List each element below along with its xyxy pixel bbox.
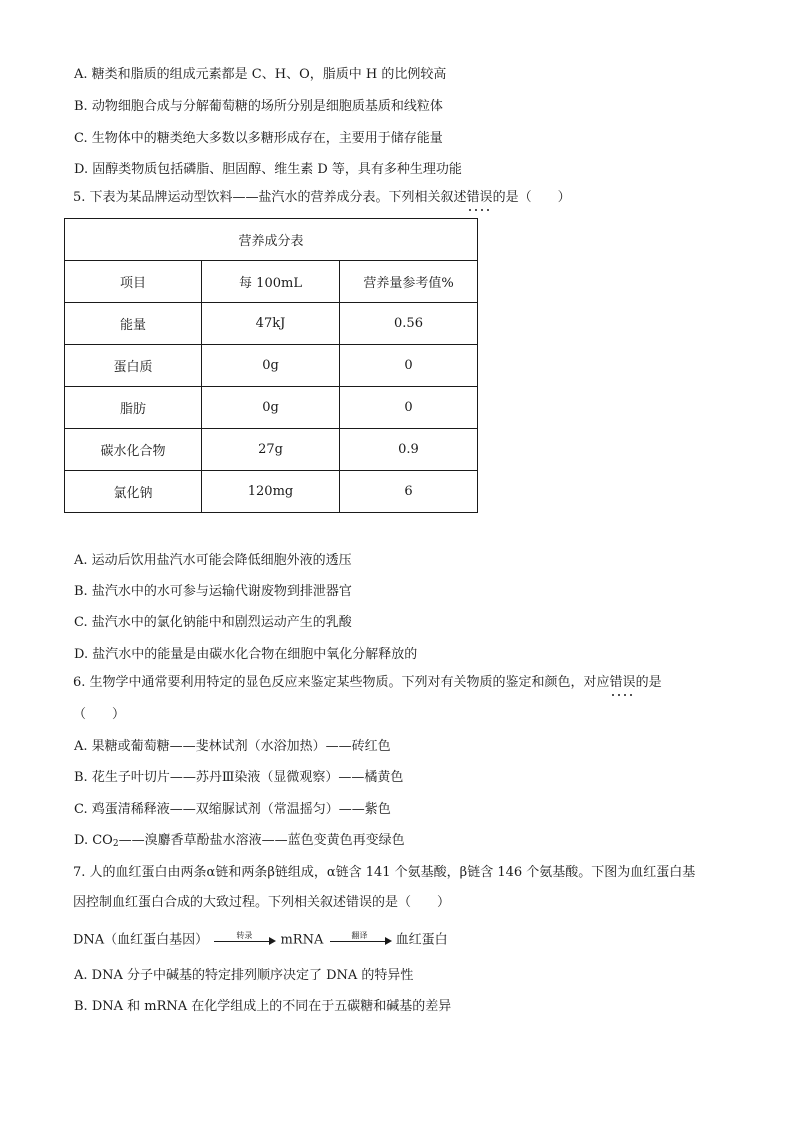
q6-option-c: C. 鸡蛋清稀释液——双缩脲试剂（常温摇匀）——紫色 [74,802,391,817]
q5-option-c: C. 盐汽水中的氯化钠能中和剧烈运动产生的乳酸 [74,615,352,630]
q5-option-d: D. 盐汽水中的能量是由碳水化合物在细胞中氧化分解释放的 [74,647,418,662]
q5-stem-after: 的是（ ） [492,190,571,205]
q7-stem-line2: 因控制血红蛋白合成的大致过程。下列相关叙述错误的是（ ） [73,895,451,910]
table-cell: 6 [340,471,478,513]
q5-option-b: B. 盐汽水中的水可参与运输代谢废物到排泄器官 [74,584,352,599]
nutrition-table [64,218,478,513]
table-row [65,387,478,429]
q6-stem [73,674,662,692]
table-cell: 0 [340,387,478,429]
table-cell: 0.9 [340,429,478,471]
table-cell: 0 [340,345,478,387]
table-cell: 47kJ [202,303,340,345]
q6-option-d-rest: ——溴麝香草酚盐水溶液——蓝色变黄色再变绿色 [118,833,405,848]
table-cell: 脂肪 [65,387,202,429]
flow-mid: mRNA [280,932,324,948]
q4-option-a: A. 糖类和脂质的组成元素都是 C、H、O，脂质中 H 的比例较高 [74,67,447,82]
q6-stem-after: 的是 [635,675,662,690]
table-cell: 蛋白质 [65,345,202,387]
table-cell: 能量 [65,303,202,345]
gene-expression-flow [73,931,448,950]
transcription-label: 转录 [236,931,253,940]
table-header-cell: 营养量参考值% [340,261,478,303]
q6-stem-emphasis: 错误 [609,675,636,690]
translation-label: 翻译 [351,931,368,940]
q6-option-a: A. 果糖或葡萄糖——斐林试剂（水浴加热）——砖红色 [74,739,391,754]
translation-arrow [328,931,392,949]
table-title-row [65,219,478,261]
q5-stem [73,189,571,207]
table-header-cell: 项目 [65,261,202,303]
q7-stem-line1: 7. 人的血红蛋白由两条α链和两条β链组成，α链含 141 个氨基酸，β链含 146 个氨基酸。下图为血红蛋白基 [73,865,696,880]
table-row [65,429,478,471]
arrow-head-icon [385,937,392,945]
q6-stem-answer-blank: （ ） [73,707,126,722]
arrow-shaft [214,941,274,942]
table-cell: 27g [202,429,340,471]
flow-end: 血红蛋白 [395,932,448,948]
q7-option-b: B. DNA 和 mRNA 在化学组成上的不同在于五碳糖和碱基的差异 [74,999,452,1014]
q6-option-d-prefix: D. CO [74,833,113,848]
q6-option-b: B. 花生子叶切片——苏丹Ⅲ染液（显微观察）——橘黄色 [74,770,404,785]
q4-option-b: B. 动物细胞合成与分解葡萄糖的场所分别是细胞质基质和线粒体 [74,99,443,114]
q6-option-d [74,832,405,853]
q4-option-d: D. 固醇类物质包括磷脂、胆固醇、维生素 D 等，具有多种生理功能 [74,162,462,177]
q6-option-d-subscript: 2 [112,839,119,849]
arrow-shaft [330,941,390,942]
table-row [65,345,478,387]
table-cell: 0g [202,345,340,387]
table-header-row [65,261,478,303]
table-cell: 氯化钠 [65,471,202,513]
q4-option-c: C. 生物体中的糖类绝大多数以多糖形成存在，主要用于储存能量 [74,131,443,146]
table-title: 营养成分表 [65,219,478,261]
table-cell: 0.56 [340,303,478,345]
table-cell: 120mg [202,471,340,513]
table-row [65,471,478,513]
flow-start: DNA（血红蛋白基因） [73,932,209,948]
q5-option-a: A. 运动后饮用盐汽水可能会降低细胞外液的透压 [74,553,352,568]
q6-stem-before: 6. 生物学中通常要利用特定的显色反应来鉴定某些物质。下列对有关物质的鉴定和颜色，对应 [73,675,610,690]
arrow-head-icon [269,937,276,945]
table-cell: 碳水化合物 [65,429,202,471]
transcription-arrow [212,931,276,949]
table-cell: 0g [202,387,340,429]
q5-stem-before: 5. 下表为某品牌运动型饮料——盐汽水的营养成分表。下列相关叙述 [73,190,467,205]
q5-stem-emphasis: 错误 [466,190,493,205]
table-header-cell: 每 100mL [202,261,340,303]
table-row [65,303,478,345]
q7-option-a: A. DNA 分子中碱基的特定排列顺序决定了 DNA 的特异性 [74,968,414,983]
